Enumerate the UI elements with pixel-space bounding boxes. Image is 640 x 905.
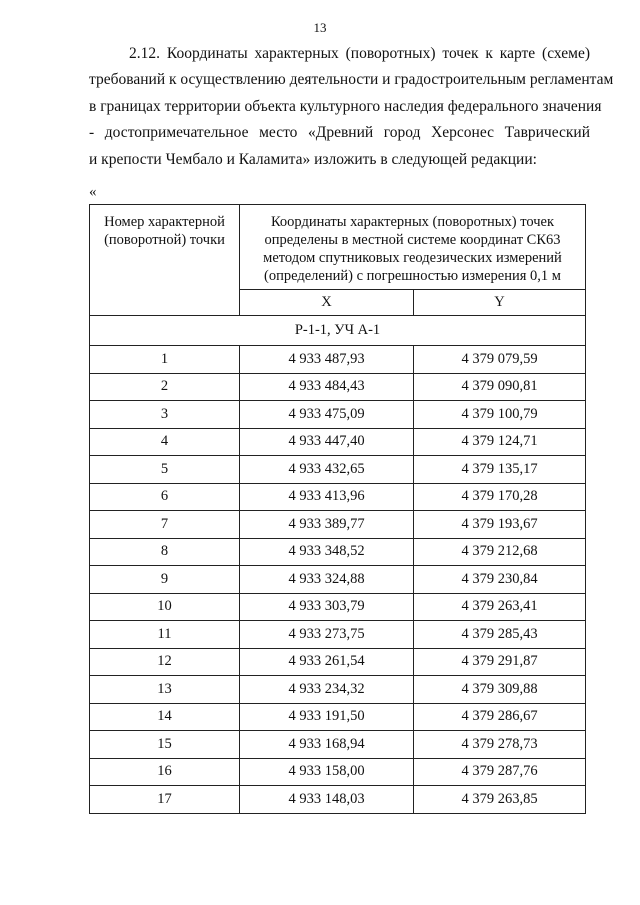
x-coordinate-cell: 4 933 168,94 [240, 731, 414, 759]
y-coordinate-cell: 4 379 287,76 [414, 758, 586, 786]
table-row [90, 648, 586, 676]
x-coordinate-cell: 4 933 303,79 [240, 593, 414, 621]
y-coordinate-cell: 4 379 090,81 [414, 373, 586, 401]
y-coordinate-cell: 4 379 263,85 [414, 786, 586, 814]
intro-line: и крепости Чембало и Каламита» изложить в следующей редакции: [89, 150, 537, 168]
y-coordinate-cell: 4 379 291,87 [414, 648, 586, 676]
x-coordinate-cell: 4 933 432,65 [240, 456, 414, 484]
point-number-cell: 3 [90, 401, 240, 429]
y-coordinate-cell: 4 379 079,59 [414, 346, 586, 374]
x-coordinate-cell: 4 933 484,43 [240, 373, 414, 401]
page-number: 13 [313, 20, 327, 35]
point-number-cell: 5 [90, 456, 240, 484]
y-coordinate-cell: 4 379 100,79 [414, 401, 586, 429]
x-coordinate-cell: 4 933 487,93 [240, 346, 414, 374]
intro-line: 2.12. Координаты характерных (поворотных) точек к карте (схеме) [129, 45, 590, 62]
coordinates-table [89, 204, 586, 814]
section-label: Р-1-1, УЧ А-1 [90, 316, 586, 346]
point-number-cell: 11 [90, 621, 240, 649]
open-quote: « [89, 184, 97, 200]
y-coordinate-cell: 4 379 285,43 [414, 621, 586, 649]
x-coordinate-cell: 4 933 475,09 [240, 401, 414, 429]
x-coordinate-cell: 4 933 447,40 [240, 428, 414, 456]
x-coordinate-cell: 4 933 158,00 [240, 758, 414, 786]
table-row [90, 511, 586, 539]
y-coordinate-cell: 4 379 212,68 [414, 538, 586, 566]
table-row [90, 758, 586, 786]
x-coordinate-cell: 4 933 324,88 [240, 566, 414, 594]
y-coordinate-cell: 4 379 230,84 [414, 566, 586, 594]
table-row [90, 428, 586, 456]
x-coordinate-cell: 4 933 389,77 [240, 511, 414, 539]
header-y: Y [414, 290, 586, 316]
point-number-cell: 6 [90, 483, 240, 511]
table-row [90, 373, 586, 401]
point-number-cell: 14 [90, 703, 240, 731]
point-number-cell: 12 [90, 648, 240, 676]
table-row [90, 593, 586, 621]
x-coordinate-cell: 4 933 191,50 [240, 703, 414, 731]
point-number-cell: 9 [90, 566, 240, 594]
x-coordinate-cell: 4 933 348,52 [240, 538, 414, 566]
x-coordinate-cell: 4 933 261,54 [240, 648, 414, 676]
header-point-number: Номер характерной (поворотной) точки [90, 205, 240, 316]
table-row [90, 786, 586, 814]
point-number-cell: 1 [90, 346, 240, 374]
x-coordinate-cell: 4 933 148,03 [240, 786, 414, 814]
table-row [90, 401, 586, 429]
x-coordinate-cell: 4 933 273,75 [240, 621, 414, 649]
intro-line: в границах территории объекта культурного наследия федерального значения [89, 97, 602, 115]
table-row [90, 538, 586, 566]
y-coordinate-cell: 4 379 286,67 [414, 703, 586, 731]
y-coordinate-cell: 4 379 278,73 [414, 731, 586, 759]
point-number-cell: 15 [90, 731, 240, 759]
point-number-cell: 10 [90, 593, 240, 621]
y-coordinate-cell: 4 379 135,17 [414, 456, 586, 484]
table-row [90, 346, 586, 374]
y-coordinate-cell: 4 379 263,41 [414, 593, 586, 621]
table-row [90, 456, 586, 484]
header-x: X [240, 290, 414, 316]
table-row [90, 703, 586, 731]
x-coordinate-cell: 4 933 234,32 [240, 676, 414, 704]
table-row [90, 676, 586, 704]
table-row [90, 621, 586, 649]
y-coordinate-cell: 4 379 124,71 [414, 428, 586, 456]
point-number-cell: 17 [90, 786, 240, 814]
x-coordinate-cell: 4 933 413,96 [240, 483, 414, 511]
y-coordinate-cell: 4 379 170,28 [414, 483, 586, 511]
point-number-cell: 16 [90, 758, 240, 786]
point-number-cell: 13 [90, 676, 240, 704]
table-row [90, 483, 586, 511]
intro-paragraph [89, 41, 614, 173]
intro-line: требований к осуществлению деятельности и градостроительным регламентам [89, 71, 614, 89]
point-number-cell: 7 [90, 511, 240, 539]
y-coordinate-cell: 4 379 193,67 [414, 511, 586, 539]
header-coordinates: Координаты характерных (поворотных) точек определены в местной системе координат СК63 методом спутниковых геодезических измерений (определений) с погрешностью измерения 0,1 м [240, 205, 586, 290]
point-number-cell: 8 [90, 538, 240, 566]
intro-line: - достопримечательное место «Древний город Херсонес Таврический [89, 124, 590, 142]
table-row [90, 731, 586, 759]
point-number-cell: 2 [90, 373, 240, 401]
table-row [90, 566, 586, 594]
point-number-cell: 4 [90, 428, 240, 456]
y-coordinate-cell: 4 379 309,88 [414, 676, 586, 704]
